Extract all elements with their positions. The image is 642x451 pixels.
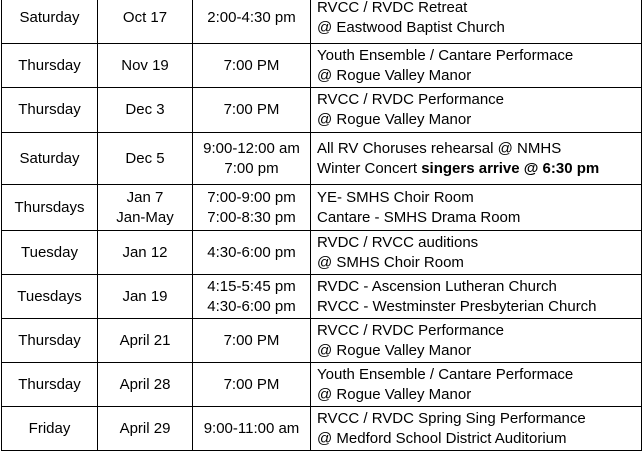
event-text: Cantare - SMHS Drama Room: [317, 208, 521, 226]
date-line: April 21: [119, 331, 171, 349]
event-text: @ Rogue Valley Manor: [317, 385, 472, 403]
date-cell: [98, 407, 193, 451]
event-cell: [311, 275, 642, 319]
event-line: [317, 188, 641, 208]
event-line: [317, 409, 641, 429]
event-cell: [311, 88, 642, 133]
schedule-row: [2, 407, 642, 451]
time-line: 9:00-11:00 am: [203, 419, 300, 437]
date-cell: [98, 133, 193, 185]
time-cell: [193, 275, 311, 319]
event-line: [317, 365, 641, 385]
event-cell: [311, 0, 642, 44]
time-line: 2:00-4:30 pm: [207, 8, 296, 26]
day-cell: Saturday: [2, 0, 98, 44]
time-cell: [193, 0, 311, 44]
date-line: Oct 17: [122, 8, 168, 26]
time-cell: [193, 88, 311, 133]
event-text: @ Eastwood Baptist Church: [317, 18, 505, 36]
day-cell: Thursday: [2, 88, 98, 133]
schedule-row: [2, 44, 642, 88]
event-text: RVCC / RVDC Retreat: [317, 0, 468, 16]
event-text: @ Medford School District Auditorium: [317, 429, 567, 447]
date-line: Dec 3: [125, 101, 165, 118]
time-cell: [193, 133, 311, 185]
time-line: 7:00 PM: [223, 101, 280, 118]
event-cell: [311, 319, 642, 363]
time-line: 9:00-12:00 am: [203, 139, 300, 157]
schedule-row: [2, 185, 642, 231]
arrival-time-note: singers arrive @ 6:30 pm: [421, 159, 600, 177]
event-line: [317, 253, 641, 273]
day-cell: Thursday: [2, 44, 98, 88]
time-cell: [193, 44, 311, 88]
event-line: [317, 159, 641, 179]
event-cell: [311, 133, 642, 185]
schedule-row: [2, 0, 642, 44]
day-cell: Thursday: [2, 363, 98, 407]
time-line: 7:00-8:30 pm: [207, 208, 296, 226]
event-line: [317, 233, 641, 253]
date-cell: [98, 88, 193, 133]
date-line: Jan 12: [122, 243, 168, 261]
date-cell: [98, 0, 193, 44]
time-line: 4:30-6:00 pm: [207, 297, 296, 315]
event-text: @ Rogue Valley Manor: [317, 111, 472, 128]
event-cell: [311, 185, 642, 231]
event-line: [317, 66, 641, 86]
date-cell: [98, 185, 193, 231]
event-text: @ Rogue Valley Manor: [317, 341, 472, 359]
event-line: [317, 277, 641, 297]
schedule-row: [2, 231, 642, 275]
event-cell: [311, 44, 642, 88]
event-text: Youth Ensemble / Cantare Performace: [317, 365, 574, 383]
date-cell: [98, 319, 193, 363]
schedule-body: [2, 0, 642, 451]
event-line: [317, 110, 641, 130]
event-line: [317, 90, 641, 110]
time-line: 7:00 PM: [223, 331, 280, 349]
event-text: All RV Choruses rehearsal @ NMHS: [317, 139, 562, 157]
event-cell: [311, 407, 642, 451]
day-cell: Thursday: [2, 319, 98, 363]
date-line: April 28: [119, 375, 171, 393]
date-line: Jan 7: [126, 188, 164, 206]
day-cell: Thursdays: [2, 185, 98, 231]
event-line: [317, 341, 641, 361]
schedule-row: [2, 133, 642, 185]
schedule-row: [2, 319, 642, 363]
event-text: RVCC - Westminster Presbyterian Church: [317, 297, 597, 315]
event-line: [317, 46, 641, 66]
time-line: 7:00 PM: [223, 56, 280, 74]
event-cell: [311, 231, 642, 275]
event-text: YE- SMHS Choir Room: [317, 188, 474, 206]
date-line: Nov 19: [121, 56, 169, 74]
date-cell: [98, 275, 193, 319]
schedule-row: [2, 88, 642, 133]
day-cell: Tuesdays: [2, 275, 98, 319]
date-cell: [98, 363, 193, 407]
day-cell: Friday: [2, 407, 98, 451]
time-cell: [193, 231, 311, 275]
schedule-row: [2, 275, 642, 319]
date-line: April 29: [119, 419, 171, 437]
event-line: [317, 18, 641, 38]
time-line: 4:15-5:45 pm: [207, 277, 296, 295]
event-text: RVCC / RVDC Performance: [317, 321, 505, 339]
time-cell: [193, 185, 311, 231]
schedule-table: [1, 0, 642, 451]
event-text: Winter Concert: [317, 159, 422, 177]
time-line: 7:00-9:00 pm: [207, 188, 296, 206]
event-cell: [311, 363, 642, 407]
event-line: [317, 297, 641, 317]
time-cell: [193, 407, 311, 451]
date-line: Jan 19: [122, 287, 168, 305]
event-line: [317, 321, 641, 341]
event-text: @ SMHS Choir Room: [317, 253, 464, 271]
event-text: Youth Ensemble / Cantare Performace: [317, 46, 574, 64]
time-cell: [193, 319, 311, 363]
day-cell: Saturday: [2, 133, 98, 185]
event-text: RVDC / RVCC auditions: [317, 233, 479, 251]
event-text: RVCC / RVDC Spring Sing Performance: [317, 409, 586, 427]
event-text: @ Rogue Valley Manor: [317, 66, 472, 84]
date-cell: [98, 231, 193, 275]
event-text: RVDC - Ascension Lutheran Church: [317, 277, 557, 295]
event-line: [317, 139, 641, 159]
date-cell: [98, 44, 193, 88]
time-cell: [193, 363, 311, 407]
event-line: [317, 0, 641, 18]
time-line: 7:00 PM: [223, 375, 280, 393]
event-line: [317, 208, 641, 228]
date-line: Dec 5: [125, 149, 165, 167]
event-text: RVCC / RVDC Performance: [317, 91, 505, 108]
event-line: [317, 429, 641, 449]
time-line: 4:30-6:00 pm: [207, 243, 296, 261]
time-line: 7:00 pm: [224, 159, 279, 177]
date-line: Jan-May: [116, 208, 174, 226]
day-cell: Tuesday: [2, 231, 98, 275]
schedule-row: [2, 363, 642, 407]
event-line: [317, 385, 641, 405]
